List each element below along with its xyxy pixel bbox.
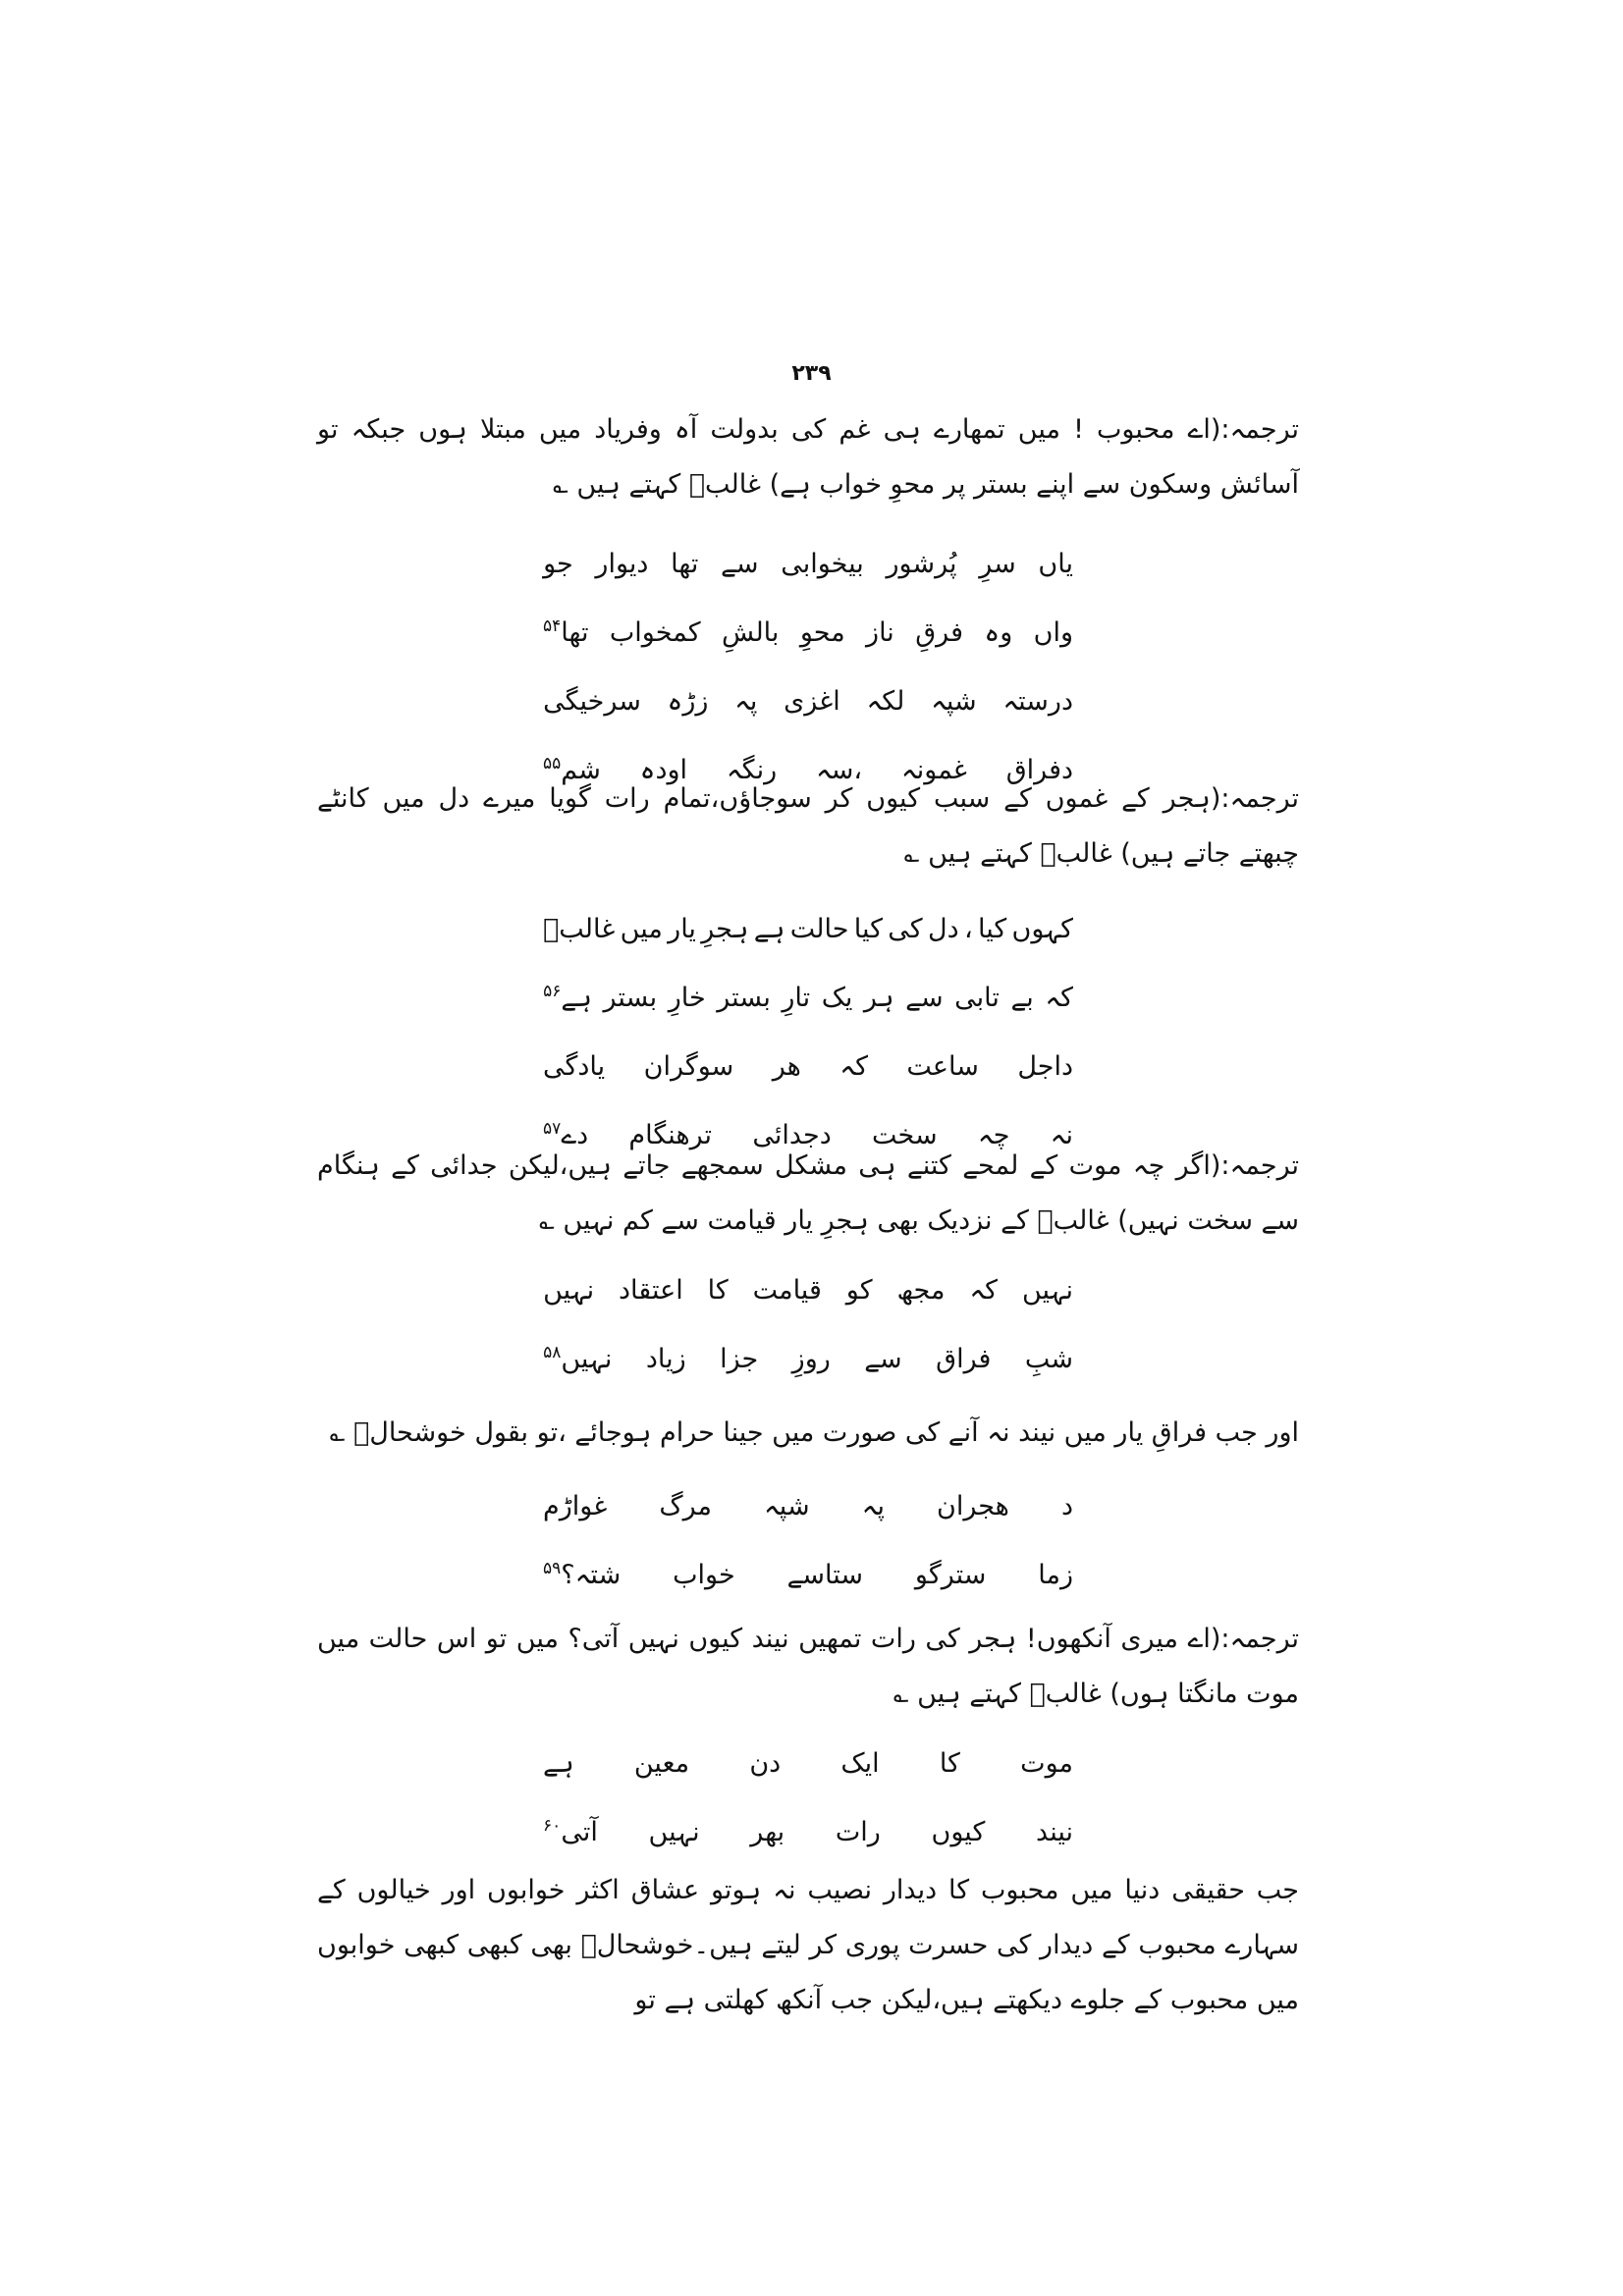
verse-line — [543, 1033, 1073, 1101]
verse-word: کی — [888, 914, 923, 944]
verse-word: ہجرِ — [701, 914, 749, 944]
narrative-paragraph: جب حقیقی دنیا میں محبوب کا دیدار نصیب نہ ہوتو عشاق اکثر خوابوں اور خیالوں کے سہارے محبوب کے دیدار کی حسرت پوری کر لیتے ہیں۔خوشحالؔ بھی کبھی کبھی خوابوں میں محبوب کے جلوے دیکھتے ہیں،لیکن جب آنکھ کھلتی ہے تو — [317, 1875, 1299, 2015]
verse-word: زڑہ — [667, 686, 709, 717]
footnote-number[interactable]: ۵۷ — [543, 1119, 562, 1139]
verse-word: کیا — [977, 914, 1007, 944]
verse-word: ،سہ — [815, 755, 863, 785]
verse-line — [543, 964, 1073, 1033]
verse-word: فرقِ — [915, 617, 963, 648]
verse-word: بالشِ — [722, 617, 780, 648]
verse-word: سے — [905, 983, 944, 1013]
verse-word: مجھ — [896, 1275, 946, 1306]
verse-word: میں — [620, 914, 663, 944]
verse-word: نہیں$^{۵۸}$ — [543, 1343, 613, 1374]
verse-line — [543, 1798, 1073, 1867]
verse-line — [543, 895, 1073, 964]
verse-word: شپہ — [763, 1491, 810, 1522]
verse-word: کہوں — [1011, 914, 1073, 944]
verse-word: نہ — [1050, 1120, 1073, 1150]
verse-word: شپہ — [931, 686, 977, 717]
verse-word: موت — [1020, 1748, 1073, 1779]
verse-word: سترگو — [914, 1560, 987, 1590]
footnote-number[interactable]: ۵۵ — [543, 754, 562, 774]
verse-word: پہ — [734, 686, 758, 717]
verse-word: لکہ — [866, 686, 905, 717]
verse-word: تھا — [671, 549, 699, 579]
verse-word: ساعت — [906, 1051, 979, 1082]
verse-word: کہ — [1045, 983, 1073, 1013]
verse-word: یار — [668, 914, 696, 944]
verse-couplet — [543, 1730, 1073, 1867]
verse-word: ہر — [863, 983, 894, 1013]
verse-word: رنگہ — [726, 755, 778, 785]
verse-word: سوگران — [643, 1051, 734, 1082]
footnote-number[interactable]: ۶۰ — [543, 1816, 562, 1836]
verse-word: جزا — [720, 1344, 759, 1374]
verse-word: کمخواب — [609, 617, 701, 648]
verse-word: زیاد — [645, 1344, 686, 1374]
verse-word: د — [1060, 1491, 1073, 1522]
verse-word: ھجران — [937, 1491, 1009, 1522]
verse-word: اغزی — [784, 686, 840, 717]
verse-word: سے — [721, 549, 759, 579]
verse-word: غالبؔ — [543, 914, 616, 944]
verse-word: پُرشور — [886, 549, 957, 579]
verse-word: ایک — [840, 1748, 880, 1779]
footnote-number[interactable]: ۵۴ — [543, 616, 562, 636]
verse-word: دے$^{۵۷}$ — [543, 1119, 589, 1150]
verse-word: بستر — [717, 983, 771, 1013]
verse-word: بھر — [750, 1817, 785, 1847]
verse-word: سرِ — [979, 549, 1016, 579]
verse-word: حالت — [789, 914, 849, 944]
verse-word: ، — [963, 914, 973, 944]
verse-word: ستاسے — [786, 1560, 863, 1590]
verse-word: ترھنگام — [628, 1120, 713, 1150]
verse-word: تابی — [954, 983, 1000, 1013]
verse-couplet — [543, 895, 1073, 1170]
verse-line — [543, 1325, 1073, 1394]
verse-word: تارِ — [782, 983, 811, 1013]
verse-line — [543, 1472, 1073, 1541]
verse-line — [543, 1730, 1073, 1798]
verse-couplet — [543, 1472, 1073, 1610]
verse-word: داجل — [1017, 1051, 1073, 1082]
verse-word: ہے$^{۵۶}$ — [543, 982, 592, 1013]
verse-word: بے — [1010, 983, 1034, 1013]
verse-word: فراق — [936, 1344, 992, 1374]
verse-word: درستہ — [1002, 686, 1073, 717]
translation-paragraph: ترجمہ:(اے میری آنکھوں! ہجر کی رات تمھیں نیند کیوں نہیں آتی؟ میں تو اس حالت میں موت مانگتا ہوں) غالبؔ کہتے ہیں ؎ — [317, 1624, 1299, 1709]
verse-word: کہ — [839, 1051, 868, 1082]
verse-word: دیوار — [595, 549, 649, 579]
verse-word: خواب — [673, 1560, 735, 1590]
verse-line — [543, 1541, 1073, 1610]
verse-word: تھا$^{۵۴}$ — [543, 616, 589, 648]
verse-word: کہ — [969, 1275, 999, 1306]
verse-word: خارِ — [668, 983, 706, 1013]
verse-word: آتی$^{۶۰}$ — [543, 1816, 598, 1847]
verse-word: اعتقاد — [619, 1275, 683, 1306]
verse-word: سرخیگی — [543, 686, 641, 717]
verse-word: ہے — [753, 914, 785, 944]
verse-line — [543, 1256, 1073, 1325]
verse-word: رات — [835, 1817, 881, 1847]
verse-word: روزِ — [791, 1344, 831, 1374]
verse-word: قیامت — [752, 1275, 822, 1306]
verse-word: یک — [821, 983, 853, 1013]
page-number: ۲۳۹ — [791, 361, 832, 386]
verse-word: کا — [707, 1275, 729, 1306]
verse-word: کو — [845, 1275, 873, 1306]
verse-word: محوِ — [799, 617, 845, 648]
narrative-paragraph: اور جب فراقِ یار میں نیند نہ آنے کی صورت میں جینا حرام ہوجائے ،تو بقول خوشحالؔ ؎ — [329, 1417, 1299, 1448]
verse-word: دل — [927, 914, 959, 944]
verse-word: سخت — [872, 1120, 938, 1150]
verse-word: یادگی — [543, 1051, 606, 1082]
verse-word: نہیں — [648, 1817, 700, 1847]
footnote-number[interactable]: ۵۶ — [543, 982, 562, 1001]
verse-word: نہیں — [543, 1275, 595, 1306]
verse-word: معین — [633, 1748, 690, 1779]
verse-word: شتہ؟$^{۵۹}$ — [543, 1559, 622, 1590]
verse-line — [543, 599, 1073, 667]
footnote-number[interactable]: ۵۹ — [543, 1559, 562, 1578]
verse-word: اودہ — [639, 755, 688, 785]
translation-paragraph: ترجمہ:(اے محبوب ! میں تمھارے ہی غم کی بدولت آہ وفریاد میں مبتلا ہوں جبکہ تو آسائش وسکون سے اپنے بستر پر محوِ خواب ہے) غالبؔ کہتے ہیں ؎ — [317, 414, 1299, 500]
verse-word: نیند — [1036, 1817, 1073, 1847]
verse-word: دجدائی — [752, 1120, 832, 1150]
verse-word: ناز — [866, 617, 894, 648]
verse-word: دفراق — [1005, 755, 1073, 785]
verse-word: بستر — [603, 983, 658, 1013]
verse-word: واں — [1033, 617, 1073, 648]
verse-word: زما — [1038, 1560, 1073, 1590]
verse-word: دن — [749, 1748, 782, 1779]
verse-word: مرگ — [659, 1491, 712, 1522]
verse-word: ہے — [543, 1748, 574, 1779]
verse-word: غواڑم — [543, 1491, 608, 1522]
verse-couplet — [543, 1256, 1073, 1394]
verse-word: شبِ — [1024, 1344, 1073, 1374]
verse-word: نہیں — [1021, 1275, 1073, 1306]
verse-word: پہ — [861, 1491, 885, 1522]
verse-couplet — [543, 530, 1073, 805]
verse-line — [543, 530, 1073, 599]
translation-paragraph: ترجمہ:(اگر چہ موت کے لمحے کتنے ہی مشکل سمجھے جاتے ہیں،لیکن جدائی کے ہنگام سے سخت نہیں) غالبؔ کے نزدیک بھی ہجرِ یار قیامت سے کم نہیں ؎ — [317, 1150, 1299, 1236]
verse-word: کا — [939, 1748, 960, 1779]
verse-word: بیخوابی — [781, 549, 864, 579]
verse-word: کیا — [853, 914, 883, 944]
verse-line — [543, 667, 1073, 736]
verse-word: یاں — [1038, 549, 1073, 579]
verse-word: ھر — [772, 1051, 801, 1082]
footnote-number[interactable]: ۵۸ — [543, 1343, 562, 1362]
verse-word: سے — [864, 1344, 902, 1374]
verse-word: شم$^{۵۵}$ — [543, 754, 601, 785]
translation-paragraph: ترجمہ:(ہجر کے غموں کے سبب کیوں کر سوجاؤں،تمام رات گویا میرے دل میں کانٹے چبھتے جاتے ہیں) غالبؔ کہتے ہیں ؎ — [317, 783, 1299, 869]
verse-word: کیوں — [931, 1817, 986, 1847]
verse-word: جو — [543, 549, 573, 579]
verse-word: چہ — [977, 1120, 1010, 1150]
verse-word: وہ — [984, 617, 1013, 648]
verse-word: غمونہ — [900, 755, 967, 785]
